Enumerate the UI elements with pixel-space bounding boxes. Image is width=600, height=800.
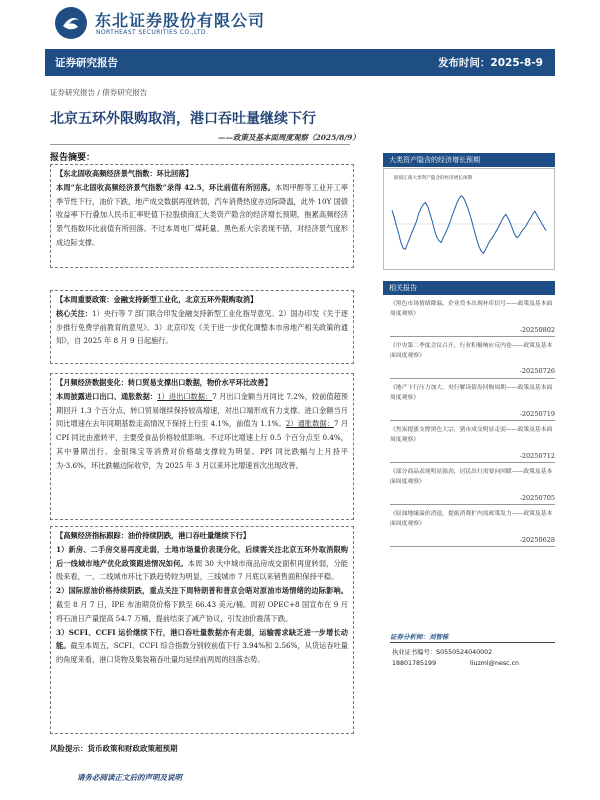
divider <box>390 546 555 547</box>
section-text: 7 月 CPI 同比由涨转平，主要受食品价格较低影响。不过环比增速上行 0.5 个百分点至 0.4%，其中暑期出行、金银珠宝等消费对价格端支撑较为明显。PPI 同比跌幅与上月持平为-3.6%，环比跌幅边际收窄，为 2025 年 3 月以来环比增速首次出现改善。 <box>56 419 349 470</box>
section-text: 本周披露进口出口、通胀数据： <box>56 391 158 401</box>
breadcrumb: 证券研究报告 / 债券研究报告 <box>50 88 148 97</box>
related-report-link[interactable]: 《黑色市场情绪降温，企业贷本出现补库信号——政策及基本面周度观察》 <box>390 301 553 317</box>
analyst-email[interactable]: liuzml@nesc.cn <box>470 660 520 667</box>
section-heading: 【本周重要政策：金融支持新型工业化，北京五环外限购取消】 <box>56 295 258 304</box>
company-name-cn: 东北证券股份有限公司 <box>95 11 266 30</box>
related-report-link[interactable]: 《地产下行压力加大，央行解读债券回购周期——政策及基本面周度观察》 <box>390 385 553 401</box>
section-text: 7 月出口金额当月同比 7.2%，较前值超预期回升 1.3 个百分点，转口贸易继续保持较高增速，对出口端形成有力支撑。进口金额当月同比增速在去年同期基数走高情况下保持上行至 4.1%，前值为 1.1%。 <box>56 391 348 429</box>
section-text: 1）央行等 7 部门联合印发金融支持新型工业化指导意见。2）国办印发《关于逐步推行免费学前教育的意见》。3）北京印发《关于进一步优化调整本市房地产相关政策的通知》，自 2025 年 8 月 9 日起施行。 <box>56 308 348 346</box>
related-report-date: -20250719 <box>519 410 555 418</box>
section-heading: 【东北固收高频经济景气指数：环比回落】 <box>56 169 193 178</box>
report-subtitle: ——政策及基本面周度观察（2025/8/9） <box>218 133 360 142</box>
section-heading: 【月频经济数据变化：转口贸易支撑出口数据，物价水平环比改善】 <box>56 378 272 387</box>
footer-disclaimer: 请务必阅读正文后的声明及说明 <box>77 773 182 782</box>
company-logo-icon <box>55 7 87 39</box>
section-box <box>50 290 354 364</box>
related-report-date: -20250802 <box>519 326 555 334</box>
related-report-date: -20250628 <box>519 536 555 544</box>
section-link-text: 2）通胀数据： <box>285 419 334 429</box>
analyst-phone: 18801785199 <box>392 660 437 667</box>
title-divider <box>50 144 350 145</box>
chart-section-title: 大类资产隐含的经济增长预期 <box>383 153 555 167</box>
section-text: 2）国际原油价格持续阴跌，重点关注下周特朗普和普京会晤对原油市场情绪的边际影响。 <box>56 586 348 596</box>
section-box <box>50 526 354 734</box>
risk-warning: 风险提示：货币政策和财政政策超预期 <box>50 744 178 753</box>
related-report-date: -20250712 <box>519 452 555 460</box>
chart-series-line <box>392 196 546 254</box>
section-text: 截至 8 月 7 日，IPE 布油期货价格下跌至 66.43 美元/桶。周初 OPEC+8 国宣布在 9 月将石油日产量提高 54.7 万桶，提前结束了减产协议，引发油价震荡下跌。 <box>56 599 348 623</box>
related-report-date: -20250705 <box>519 494 555 502</box>
divider <box>390 378 555 379</box>
related-report-link[interactable]: 《原油地缘溢价消退，提振消费扩内需政策发力——政策及基本面周度观察》 <box>390 511 553 527</box>
section-heading: 【高频经济指标跟踪：油价持续阴跌，港口吞吐量继续下行】 <box>56 531 251 540</box>
section-text: 核心关注： <box>56 308 93 318</box>
divider <box>390 420 555 421</box>
divider <box>390 504 555 505</box>
publish-date: 发布时间：2025-8-9 <box>437 57 543 69</box>
section-box <box>50 164 354 268</box>
section-text: 本周“东北固收高频经济景气指数”录得 42.5，环比前值有所回落。 <box>56 182 275 192</box>
company-name-en: NORTHEAST SECURITIES CO.,LTD. <box>96 29 209 36</box>
related-report-link[interactable]: 《部分商品表现明显强劲，居民出行需要向回暖——政策及基本面周度观察》 <box>390 469 553 485</box>
section-text: 本周甲醇等工业开工率季节性下行，油价下跌，地产成交数据再度转弱，汽车消费热度亦边际降温，此外 10Y 国债收益率下行叠加人民币汇率贬值下拉股债商汇大类资产隐含的经济增长预期，拖累高频经济景气指数环比前值有所回落。不过本周电厂煤耗量、黑色系大宗表现不错，对经济景气度形成边际支撑。 <box>56 182 348 247</box>
section-text: 3）SCFI、CCFI 运价继续下行，港口吞吐量数据亦有走弱，运输需求缺乏进一步增长动能。 <box>56 627 348 651</box>
banner-report-type: 证券研究报告 <box>55 57 118 69</box>
analyst-name: 证券分析师：刘智栋 <box>390 633 449 641</box>
related-report-link[interactable]: 《焦炭提涨支撑黑色大宗，猪市成交明显走弱——政策及基本面周度观察》 <box>390 427 553 443</box>
section-text: 截至本周五，SCFI、CCFI 综合指数分别较前值下行 3.94%和 2.56%，从货运吞吐量的角度来看，港口货物及集装箱吞吐量均延续前两周的回落态势。 <box>56 641 348 665</box>
section-link-text: 1）进出口数据： <box>157 391 213 401</box>
license-number: 执业证书编号：S0550524040002 <box>392 649 493 656</box>
report-banner <box>45 49 555 76</box>
chart-svg <box>384 169 554 269</box>
chart-title: 股债汇商大类资产隐含的经济增长预期 <box>394 176 473 181</box>
report-title: 北京五环外限购取消，港口吞吐量继续下行 <box>50 111 316 127</box>
abstract-heading: 报告摘要： <box>50 153 96 163</box>
growth-expectation-chart <box>383 168 555 270</box>
divider <box>390 336 555 337</box>
related-reports-title: 相关报告 <box>383 281 555 295</box>
section-box <box>50 373 354 520</box>
related-report-date: -20250726 <box>519 367 555 375</box>
section-text: 本周 30 大中城市商品房成交面积再度转弱，分能级来看，一、二线城市环比下跌趋势较为明显，三线城市 7 月底以来销售面积保持平稳。 <box>56 558 348 582</box>
section-text: 1）新房、二手房交易再度走弱，土地市场量价表现分化，后续需关注北京五环外取消限购后一线城市地产优化政策跟进情况如何。 <box>56 544 348 568</box>
related-report-link[interactable]: 《中央第二季度会议召开，行业积极响应反内卷——政策及基本面周度观察》 <box>390 343 553 359</box>
divider <box>390 462 555 463</box>
analyst-divider <box>390 642 555 643</box>
